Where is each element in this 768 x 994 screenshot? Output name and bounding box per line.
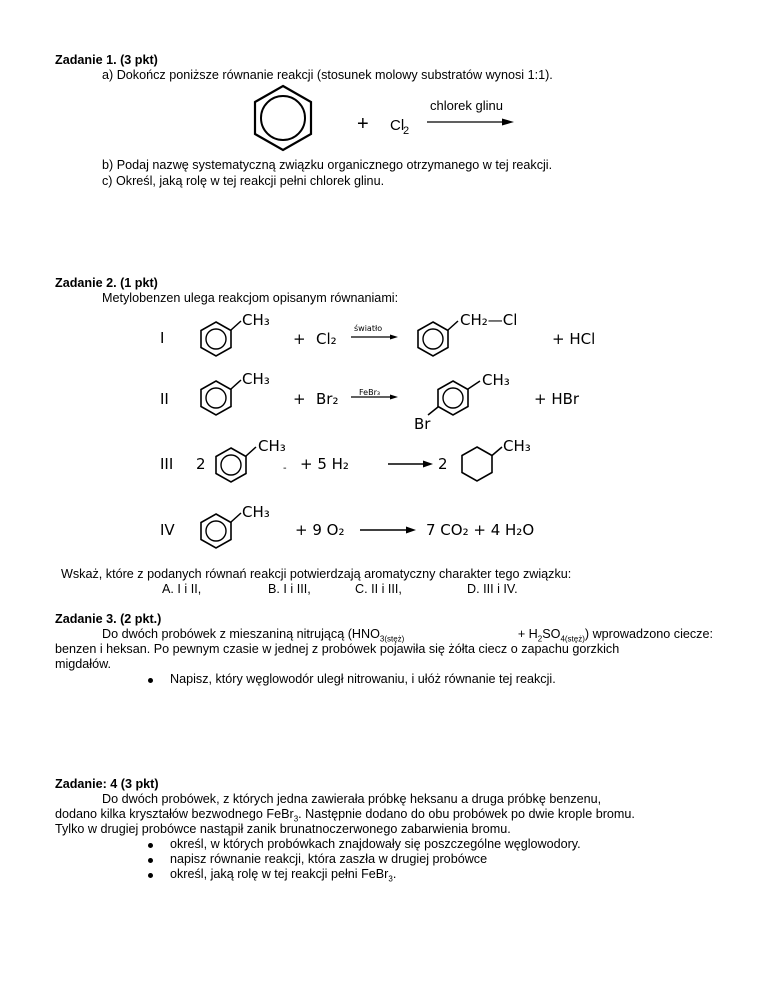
chlorine-subscript: 2 xyxy=(403,125,410,137)
task4-line-2: dodano kilka kryształów bezwodnego FeBr$_3$. Następnie dodano do obu probówek po dwie krople bromu. xyxy=(55,807,635,824)
chlorine-symbol: Cl xyxy=(390,117,405,134)
task4-bullet-2: napisz równanie reakcji, która zaszła w drugiej probówce xyxy=(170,852,488,866)
arrow-head-icon xyxy=(423,461,433,468)
arrow-head-icon xyxy=(390,335,398,340)
reaction-2-number: II xyxy=(160,390,169,408)
task4-line-1: Do dwóch probówek, z których jedna zawierała próbkę heksanu a druga próbkę benzenu, xyxy=(102,792,602,806)
toluene-ring-icon xyxy=(216,448,246,482)
task3-line-1-acid: + $H_2SO_{4(stęż)}$) wprowadzono ciecze: xyxy=(517,627,713,644)
reaction-1-reagent: Cl₂ xyxy=(316,330,337,348)
task3-line-3: migdałów. xyxy=(55,657,112,671)
task1-part-a: a) Dokończ poniższe równanie reakcji (stosunek molowy substratów wynosi 1:1). xyxy=(102,68,553,82)
reaction-2 xyxy=(160,370,580,433)
cyclohexane-ring-icon xyxy=(462,447,492,481)
reaction-2-plus: + xyxy=(293,390,306,408)
task2-option-c: C. II i III, xyxy=(355,582,402,596)
task2-intro: Metylobenzen ulega reakcjom opisanym równaniami: xyxy=(102,291,399,305)
task3-line-2: benzen i heksan. Po pewnym czasie w jednej z probówek pojawiła się żółta ciecz o zapachu gorzkich xyxy=(55,642,620,656)
reaction-2-bromine: Br xyxy=(414,415,431,433)
task3-heading: Zadanie 3. (2 pkt.) xyxy=(55,612,162,626)
task3-bullet: Napisz, który węglowodór uległ nitrowaniu, i ułóż równanie tej reakcji. xyxy=(170,672,556,686)
reaction-1-product: CH₂—Cl xyxy=(460,311,518,329)
bromotoluene-ring-icon xyxy=(438,381,468,415)
reaction-3-number: III xyxy=(160,455,174,473)
arrow-head-icon xyxy=(406,527,416,534)
task2-heading: Zadanie 2. (1 pkt) xyxy=(55,276,158,290)
benzene-chlorination-equation xyxy=(240,84,530,154)
reaction-3-reagent: + 5 H₂ xyxy=(300,455,349,473)
task4-bullet-3: określ, jaką rolę w tej reakcji pełni FeBr$_3$. xyxy=(170,867,397,884)
task1-heading: Zadanie 1. (3 pkt) xyxy=(55,53,158,67)
catalyst-label: chlorek glinu xyxy=(430,98,503,113)
task2-option-b: B. I i III, xyxy=(268,582,311,596)
reaction-2-product: CH₃ xyxy=(482,371,510,389)
toluene-ring-icon xyxy=(201,381,231,415)
task3-line-1-start: Do dwóch probówek z mieszaniną nitrującą ($HNO_{3(stęż)}$ xyxy=(102,627,405,644)
methylbenzene-reactions xyxy=(150,305,600,565)
task1-part-c: c) Określ, jaką rolę w tej reakcji pełni chlorek glinu. xyxy=(102,174,385,188)
toluene-ring-icon xyxy=(201,514,231,548)
plus-sign: + xyxy=(357,113,369,135)
task4-heading: Zadanie: 4 (3 pkt) xyxy=(55,777,159,791)
task2-option-a: A. I i II, xyxy=(162,582,202,596)
reaction-4-number: IV xyxy=(160,521,175,539)
reaction-1-number: I xyxy=(160,329,165,347)
arrow-head-icon xyxy=(390,395,398,400)
reaction-1-condition: światło xyxy=(354,324,383,333)
reaction-2-reagent: Br₂ xyxy=(316,390,339,408)
reaction-1-plus: + xyxy=(293,330,306,348)
reaction-3-coefficient: 2 xyxy=(196,455,206,473)
task1-part-b: b) Podaj nazwę systematyczną związku organicznego otrzymanego w tej reakcji. xyxy=(102,158,553,172)
bullet-icon xyxy=(148,678,153,683)
toluene-ring-icon xyxy=(201,322,231,356)
reaction-1 xyxy=(160,311,595,356)
reaction-2-condition: FeBr₃ xyxy=(359,388,381,397)
bullet-icon xyxy=(148,843,153,848)
reaction-1-byproduct: + HCl xyxy=(552,330,596,348)
reaction-4-methyl: CH₃ xyxy=(242,503,270,521)
bullet-icon xyxy=(148,858,153,863)
reaction-3-coefficient-2: 2 xyxy=(438,455,448,473)
reaction-4-products: 7 CO₂ + 4 H₂O xyxy=(426,521,535,539)
reaction-3-methyl: CH₃ xyxy=(258,437,286,455)
reaction-1-methyl: CH₃ xyxy=(242,311,270,329)
benzyl-ring-icon xyxy=(418,322,448,356)
reaction-3-product: CH₃ xyxy=(503,437,531,455)
reaction-3-mark: - xyxy=(283,463,287,474)
reaction-2-byproduct: + HBr xyxy=(534,390,580,408)
task4-line-3: Tylko w drugiej probówce nastąpił zanik brunatnoczerwonego zabarwienia bromu. xyxy=(55,822,511,836)
reaction-2-methyl: CH₃ xyxy=(242,370,270,388)
aromatic-circle-icon xyxy=(261,96,305,140)
task2-question: Wskaż, które z podanych równań reakcji potwierdzają aromatyczny charakter tego związku: xyxy=(61,567,572,581)
bullet-icon xyxy=(148,873,153,878)
reaction-4-reagent: + 9 O₂ xyxy=(295,521,345,539)
task4-bullet-1: określ, w których probówkach znajdowały się poszczególne węglowodory. xyxy=(170,837,581,851)
reaction-4 xyxy=(160,503,534,548)
task2-option-d: D. III i IV. xyxy=(467,582,518,596)
reaction-3 xyxy=(160,437,531,482)
arrow-head-icon xyxy=(502,119,514,126)
